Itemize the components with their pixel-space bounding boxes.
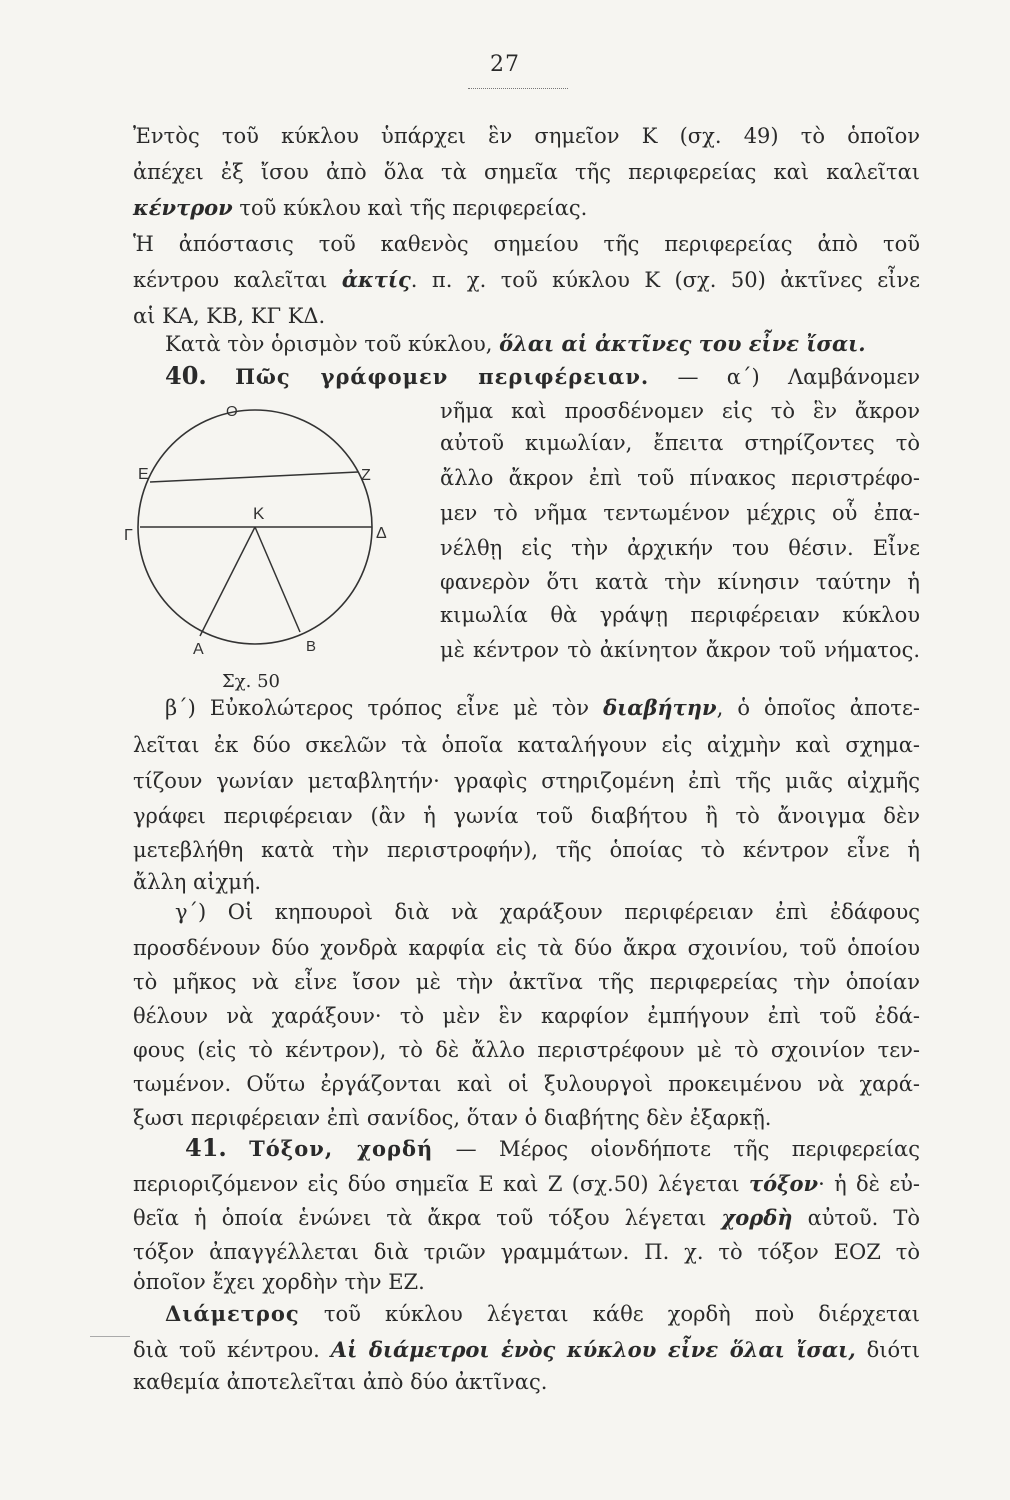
text-line: κιμωλία θὰ γράψῃ περιφέρειαν κύκλου (440, 603, 920, 627)
margin-rule (90, 1336, 130, 1337)
section-41-heading: 41. Τόξον, χορδή — Μέρος οἱονδήποτε τῆς περιφερείας (185, 1133, 920, 1162)
text-line: θέλουν νὰ χαράξουν· τὸ μὲν ἓν καρφίον ἐμπήγουν ἐπὶ τοῦ ἐδά- (133, 1004, 920, 1028)
radius-kb (255, 527, 300, 632)
term-kentron: κέντρον (133, 195, 233, 220)
term-toxon: τόξον (748, 1171, 819, 1196)
radius-ka (200, 527, 255, 636)
text-line: αὐτοῦ κιμωλίαν, ἔπειτα στηρίζοντες τὸ (440, 431, 920, 455)
text-line: ἄλλο ἄκρον ἐπὶ τοῦ πίνακος περιστρέφο- (440, 466, 920, 490)
term-diavitis: διαβήτην (603, 695, 717, 720)
label-o: O (226, 403, 238, 420)
text-line: μὲ κέντρον τὸ ἀκίνητον ἄκρον τοῦ νήματος. (440, 638, 920, 662)
text-line: Ἐντὸς τοῦ κύκλου ὑπάρχει ἓν σημεῖον Κ (σχ. 49) τὸ ὁποῖον (133, 124, 920, 148)
text-line: μεν τὸ νῆμα τεντωμένον μέχρις οὗ ἐπα- (440, 501, 920, 525)
term-aktis: ἀκτίς (341, 267, 411, 292)
text-line: μετεβλήθη κατὰ τὴν περιστροφήν), τῆς ὁποίας τὸ κέντρον εἶνε ἡ (133, 838, 920, 862)
label-z: Z (361, 467, 371, 484)
text-line: β΄) Εὐκολώτερος τρόπος εἶνε μὲ τὸν διαβήτην, ὁ ὁποῖος ἀποτε- (165, 695, 920, 720)
text-line: νῆμα καὶ προσδένομεν εἰς τὸ ἓν ἄκρον (440, 399, 920, 423)
figure-caption: Σχ. 50 (222, 671, 280, 692)
text-line: περιοριζόμενον εἰς δύο σημεῖα Ε καὶ Ζ (σχ.50) λέγεται τόξον· ἡ δὲ εὐ- (133, 1171, 920, 1196)
text-line: φανερὸν ὅτι κατὰ τὴν κίνησιν ταύτην ἡ (440, 570, 920, 594)
text-line: γ΄) Οἱ κηπουροὶ διὰ νὰ χαράξουν περιφέρειαν ἐπὶ ἐδάφους (175, 900, 920, 924)
diameter-heading: Διάμετρος τοῦ κύκλου λέγεται κάθε χορδὴ ποὺ διέρχεται (165, 1301, 920, 1326)
text-line: γράφει περιφέρειαν (ἂν ἡ γωνία τοῦ διαβήτου ἢ τὸ ἄνοιγμα δὲν (133, 804, 920, 828)
label-a: A (193, 641, 204, 658)
term-chordi: χορδὴ (721, 1205, 793, 1230)
text-line: Ἡ ἀπόστασις τοῦ καθενὸς σημείου τῆς περιφερείας ἀπὸ τοῦ (133, 232, 920, 256)
text-line: λεῖται ἐκ δύο σκελῶν τὰ ὁποῖα καταλήγουν εἰς αἰχμὴν καὶ σχημα- (133, 733, 920, 757)
label-e: E (138, 466, 149, 483)
section-40-heading: 40. Πῶς γράφομεν περιφέρειαν. — α΄) Λαμβάνομεν (165, 361, 920, 390)
text-line: κέντρον τοῦ κύκλου καὶ τῆς περιφερείας. (133, 195, 588, 220)
text-line: αἱ ΚΑ, ΚΒ, ΚΓ ΚΔ. (133, 304, 326, 328)
page-number: 27 (490, 52, 520, 77)
term-diametroi-isai: Αἱ διάμετροι ἑνὸς κύκλου εἶνε ὅλαι ἴσαι, (330, 1337, 856, 1362)
text-line: ἀπέχει ἐξ ἴσου ἀπὸ ὅλα τὰ σημεῖα τῆς περιφερείας καὶ καλεῖται (133, 160, 920, 184)
text-line: προσδένουν δύο χονδρὰ καρφία εἰς τὰ δύο ἄκρα σχοινίου, τοῦ ὁποίου (133, 936, 920, 960)
text-line: ξωσι περιφέρειαν ἐπὶ σανίδος, ὅταν ὁ διαβήτης δὲν ἐξαρκῇ. (133, 1106, 772, 1130)
text-line: τόξον ἀπαγγέλλεται διὰ τριῶν γραμμάτων. Π. χ. τὸ τόξον ΕΟΖ τὸ (133, 1240, 920, 1264)
text-line: κέντρου καλεῖται ἀκτίς. π. χ. τοῦ κύκλου Κ (σχ. 50) ἀκτῖνες εἶνε (133, 267, 920, 292)
text-line: τὸ μῆκος νὰ εἶνε ἴσον μὲ τὴν ἀκτῖνα τῆς περιφερείας τὴν ὁποίαν (133, 970, 920, 994)
chord-ez (150, 472, 358, 482)
term-aktines-isai: ὅλαι αἱ ἀκτῖνες του εἶνε ἴσαι. (499, 331, 866, 356)
label-b: B (306, 638, 317, 655)
text-line: διὰ τοῦ κέντρου. Αἱ διάμετροι ἑνὸς κύκλου εἶνε ὅλαι ἴσαι, διότι (133, 1337, 920, 1362)
text-line: τωμένον. Οὕτω ἐργάζονται καὶ οἱ ξυλουργοὶ προκειμένου νὰ χαρά- (133, 1072, 920, 1096)
text-line: φους (εἰς τὸ κέντρον), τὸ δὲ ἄλλο περιστρέφουν μὲ τὸ σχοινίον τεν- (133, 1038, 920, 1062)
label-g: Γ (124, 527, 133, 544)
text-line: καθεμία ἀποτελεῖται ἀπὸ δύο ἀκτῖνας. (133, 1370, 548, 1394)
text-line: τίζουν γωνίαν μεταβλητήν· γραφὶς στηριζομένη ἐπὶ τῆς μιᾶς αἰχμῆς (133, 769, 920, 793)
page-number-rule (468, 88, 568, 89)
text-line: θεῖα ἡ ὁποία ἑνώνει τὰ ἄκρα τοῦ τόξου λέγεται χορδὴ αὐτοῦ. Τὸ (133, 1205, 921, 1230)
label-d: Δ (376, 525, 387, 542)
text-line: ἄλλη αἰχμή. (133, 870, 262, 894)
text-line: Κατὰ τὸν ὁρισμὸν τοῦ κύκλου, ὅλαι αἱ ἀκτῖνες του εἶνε ἴσαι. (165, 331, 866, 356)
figure-50-circle-diagram (124, 400, 410, 675)
label-k: K (253, 504, 265, 523)
term-diametros: Διάμετρος (165, 1301, 300, 1326)
text-line: ὁποῖον ἔχει χορδὴν τὴν ΕΖ. (133, 1270, 425, 1294)
text-line: νέλθῃ εἰς τὴν ἀρχικήν του θέσιν. Εἶνε (440, 536, 920, 560)
